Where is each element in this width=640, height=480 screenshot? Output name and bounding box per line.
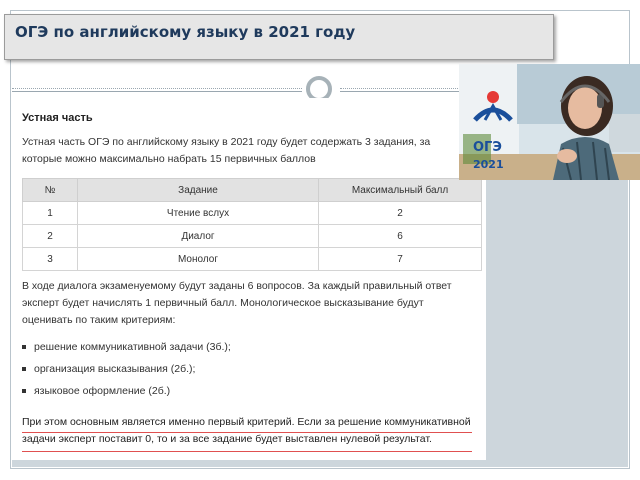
student-photo (459, 64, 640, 180)
red-underline (22, 451, 472, 452)
section-heading: Устная часть (22, 112, 93, 124)
decorative-line (340, 88, 460, 89)
table-cell: 2 (319, 202, 482, 225)
list-item (22, 358, 231, 380)
logo-text: ОГЭ (473, 140, 502, 155)
intro-paragraph: Устная часть ОГЭ по английскому языку в 2021 году будет содержать 3 задания, за которые можно максимально набрать 15 первичных баллов (22, 136, 431, 165)
right-band (486, 180, 628, 447)
list-item-text: организация высказывания (2б.); (34, 363, 196, 375)
table-cell: 7 (319, 248, 482, 271)
score-table (22, 178, 482, 271)
table-row (23, 202, 482, 225)
bullet-icon (22, 345, 26, 349)
table-cell: Монолог (78, 248, 319, 271)
oge-logo-icon (469, 90, 517, 124)
col-header-number: № (23, 179, 78, 202)
table-cell: Чтение вслух (78, 202, 319, 225)
document-screenshot (12, 98, 486, 460)
table-row (23, 225, 482, 248)
table-cell: 6 (319, 225, 482, 248)
criteria-list (22, 336, 231, 402)
logo-year: 2021 (473, 158, 504, 171)
slide-title: ОГЭ по английскому языку в 2021 году (15, 23, 356, 41)
col-header-max-score: Максимальный балл (319, 179, 482, 202)
table-cell: Диалог (78, 225, 319, 248)
table-cell: 3 (23, 248, 78, 271)
list-item-text: языковое оформление (2б.) (34, 385, 171, 397)
bullet-icon (22, 389, 26, 393)
bullet-icon (22, 367, 26, 371)
list-item-text: решение коммуникативной задачи (3б.); (34, 341, 231, 353)
table-row (23, 248, 482, 271)
list-item (22, 380, 231, 402)
title-box (4, 14, 554, 60)
table-header-row (23, 179, 482, 202)
decorative-line (340, 91, 460, 92)
decorative-line (12, 91, 302, 92)
diagnosis-paragraph: В ходе диалога экзаменуемому будут заданы 6 вопросов. За каждый правильный ответ эксперт будет начислять 1 первичный балл. Монологическое высказывание будут оценивать по таким критериям: (22, 280, 452, 326)
table-cell: 2 (23, 225, 78, 248)
red-underline (22, 432, 472, 433)
note-paragraph: При этом основным является именно первый критерий. Если за решение коммуникативной задачи эксперт поставит 0, то и за все задание будет выставлен нулевой результат. (22, 416, 471, 445)
table-cell: 1 (23, 202, 78, 225)
decorative-line (12, 88, 302, 89)
col-header-task: Задание (78, 179, 319, 202)
list-item (22, 336, 231, 358)
